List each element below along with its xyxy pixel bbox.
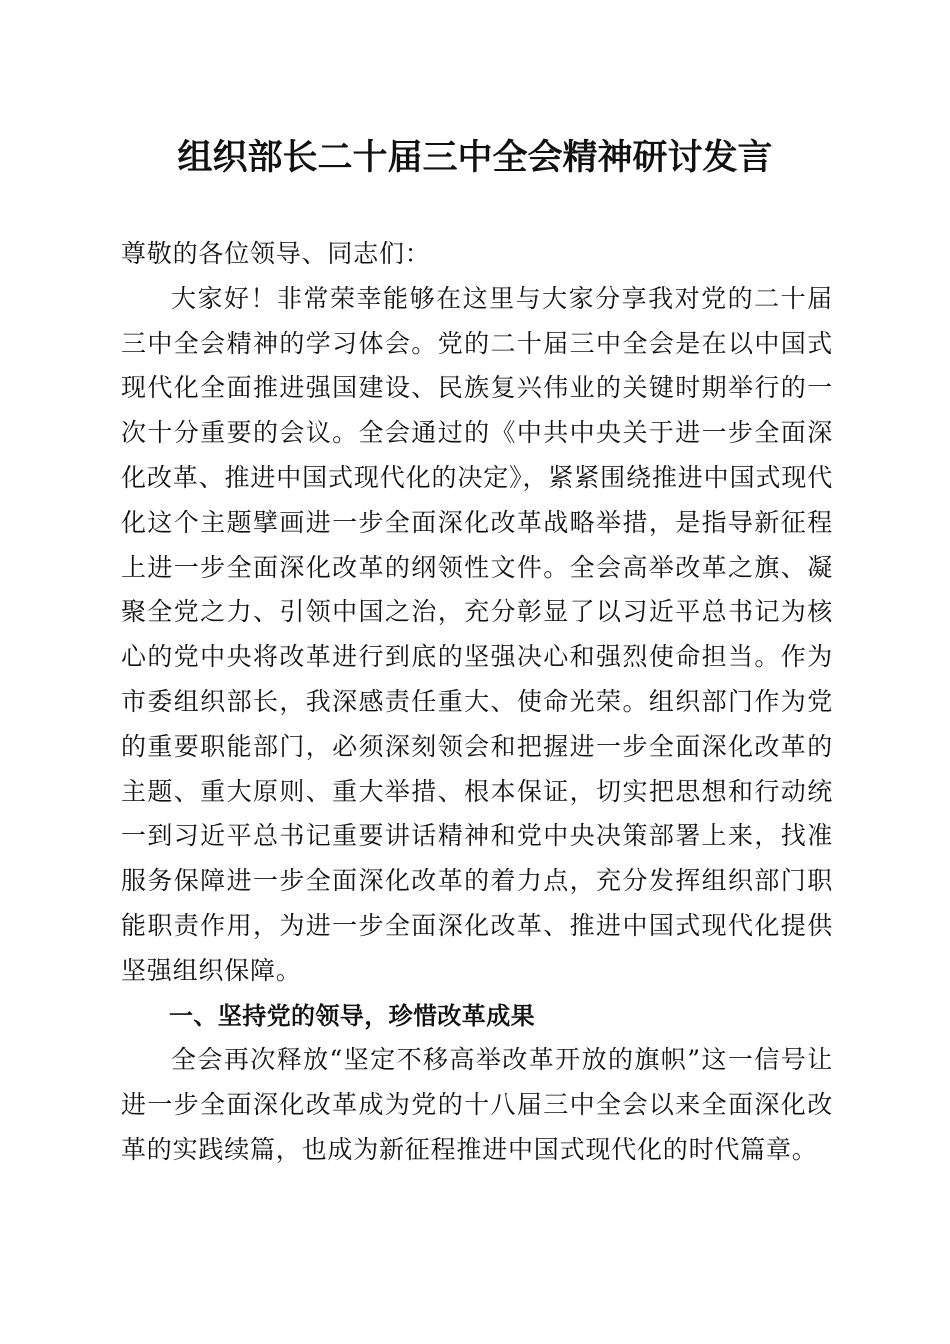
salutation: 尊敬的各位领导、同志们： xyxy=(121,239,431,268)
paragraph-intro: 大家好！非常荣幸能够在这里与大家分享我对党的二十届三中全会精神的学习体会。党的二十届三中全会是在以中国式现代化全面推进强国建设、民族复兴伟业的关键时期举行的一次十分重要的会议。全会通过的《中共中央关于进一步全面深化改革、推进中国式现代化的决定》，紧紧围绕推进中国式现代化这个主题擘画进一步全面深化改革战略举措，是指导新征程上进一步全面深化改革的纲领性文件。全会高举改革之旗、凝聚全党之力、引领中国之治，充分彰显了以习近平总书记为核心的党中央将改革进行到底的坚强决心和强烈使命担当。作为市委组织部长，我深感责任重大、使命光荣。组织部门作为党的重要职能部门，必须深刻领会和把握进一步全面深化改革的主题、重大原则、重大举措、根本保证，切实把思想和行动统一到习近平总书记重要讲话精神和党中央决策部署上来，找准服务保障进一步全面深化改革的着力点，充分发挥组织部门职能职责作用，为进一步全面深化改革、推进中国式现代化提供坚强组织保障。 xyxy=(121,283,833,985)
document-body xyxy=(121,232,833,1173)
page-title: 组织部长二十届三中全会精神研讨发言 xyxy=(177,137,773,178)
section-heading: 一、坚持党的领导，珍惜改革成果 xyxy=(169,1001,535,1030)
paragraph-section-1: 全会再次释放“坚定不移高举改革开放的旗帜”这一信号让进一步全面深化改革成为党的十八届三中全会以来全面深化改革的实践续篇，也成为新征程推进中国式现代化的时代篇章。 xyxy=(121,1045,833,1164)
